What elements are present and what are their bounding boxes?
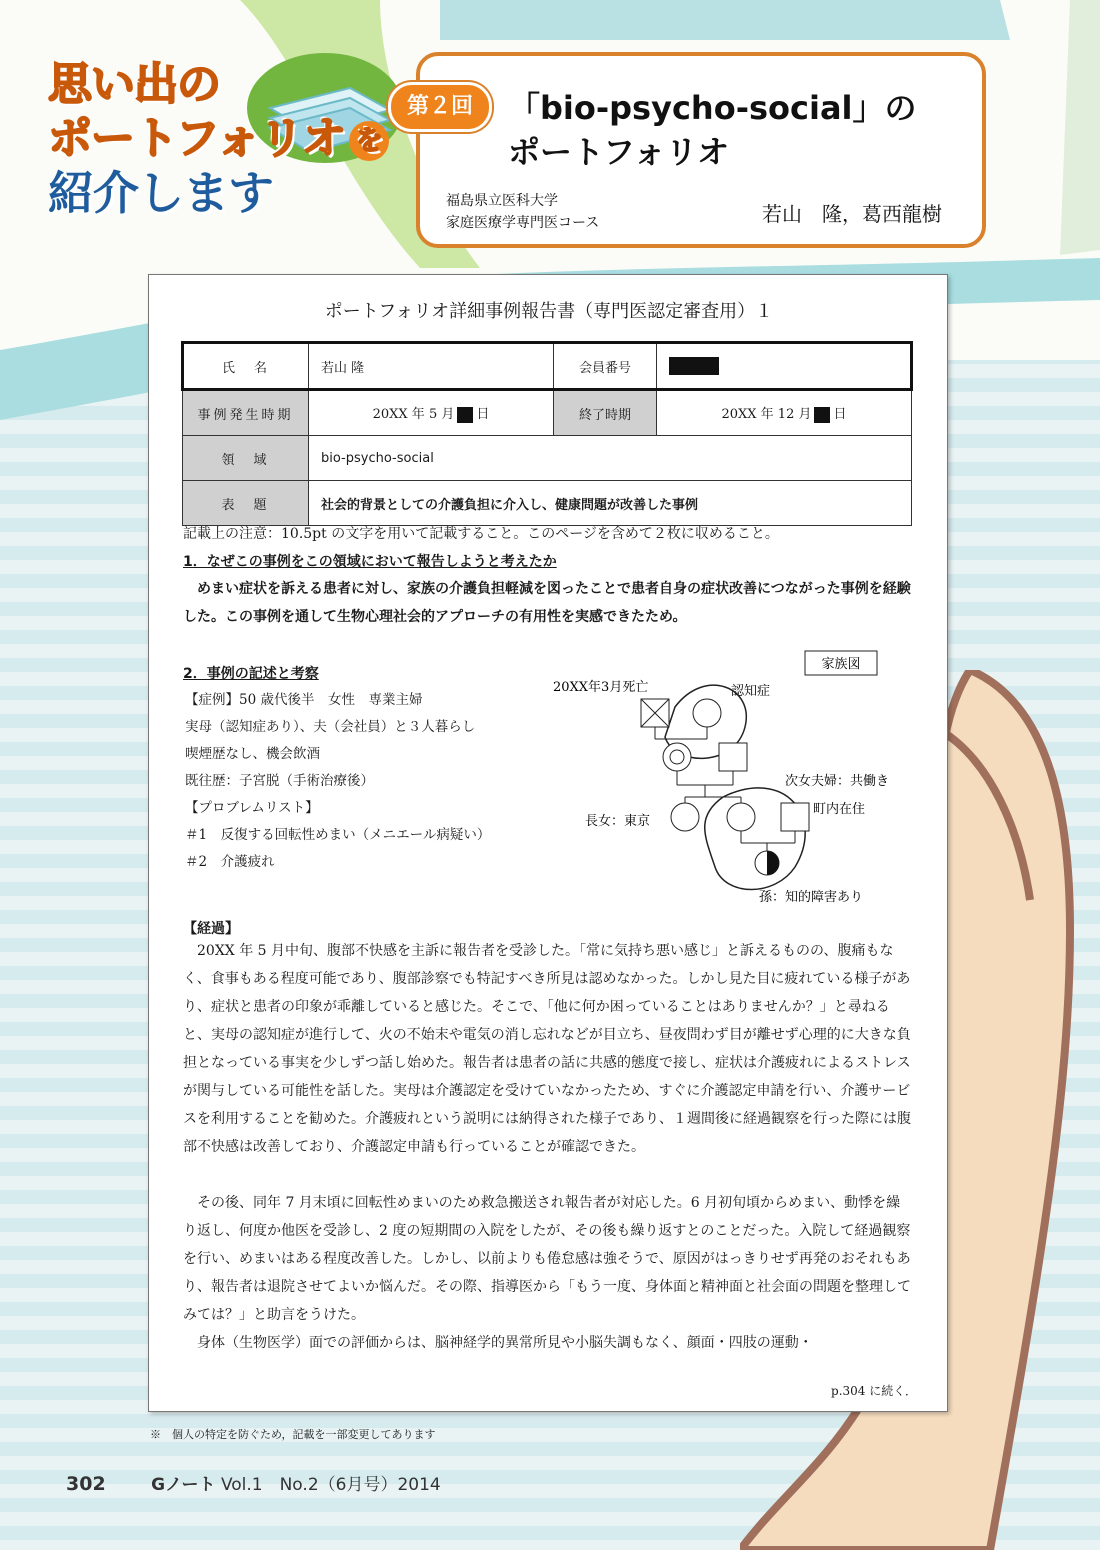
series-title-portfolio: ポートフォリオ: [48, 113, 346, 164]
name-value: 若山 隆: [309, 343, 554, 390]
genogram-death-label: 20XX年3月死亡: [553, 680, 649, 695]
journal-name: Gノート: [151, 1475, 216, 1495]
family-genogram: [545, 647, 925, 907]
domain-label: 領 域: [183, 436, 309, 481]
case-line: ＃1 反復する回転性めまい（メニエール病疑い）: [185, 827, 491, 843]
case-line: 喫煙歴なし、機会飲酒: [185, 746, 320, 762]
member-value: [657, 343, 912, 390]
table-row: [183, 343, 912, 390]
affiliation-line1: 福島県立医科大学: [446, 193, 558, 209]
start-label: 事例発生時期: [183, 390, 309, 436]
report-info-table: [181, 341, 913, 526]
case-line: 【症例】50 歳代後半 女性 専業主婦: [185, 692, 423, 708]
table-row: [183, 436, 912, 481]
redacted-block: [669, 357, 719, 375]
series-title-line1: 思い出の: [48, 59, 220, 110]
genogram-eldest-label: 長女：東京: [585, 814, 651, 829]
article-title-line2: ポートフォリオ: [508, 133, 730, 171]
genogram-grandchild-label: 孫：知的障害あり: [759, 890, 864, 905]
domain-value: bio-psycho-social: [309, 436, 912, 481]
series-title-line2: [48, 112, 428, 166]
genogram-grandchild-half: [767, 851, 779, 875]
article-title-line1: 「bio-psycho-social」の: [508, 89, 917, 127]
genogram-dementia-label: 認知症: [731, 684, 771, 699]
redacted-block: [814, 407, 830, 423]
end-value-date: 20XX 年 12 月: [721, 407, 812, 423]
report-title: ポートフォリオ詳細事例報告書（専門医認定審査用）１: [324, 301, 774, 322]
subject-value: 社会的背景としての介護負担に介入し、健康問題が改善した事例: [309, 481, 912, 526]
case-line: 【プロブレムリスト】: [185, 800, 319, 816]
genogram-second-daughter: [727, 803, 755, 831]
end-value: [657, 390, 912, 436]
genogram-mother: [693, 699, 721, 727]
episode-badge: 第２回: [388, 82, 492, 132]
continue-note: p.304 に続く．: [831, 1384, 917, 1398]
case-summary: [185, 687, 490, 876]
article-title: [508, 86, 917, 174]
section2-heading: 2．事例の記述と考察: [183, 666, 319, 682]
writing-note: 記載上の注意：10.5pt の文字を用いて記載すること。このページを含めて２枚に収めること。: [183, 526, 779, 542]
case-line: ＃2 介護疲れ: [185, 854, 275, 870]
start-value-day: 日: [476, 407, 490, 423]
section1-heading: 1．なぜこの事例をこの領域において報告しようと考えたか: [183, 554, 557, 570]
course-heading: 【経過】: [183, 921, 239, 937]
genogram-patient-inner: [670, 750, 684, 764]
course-paragraph-1: 20XX 年 5 月中旬、腹部不快感を主訴に報告者を受診した。「常に気持ち悪い感じ」と訴えるものの、腹痛もなく、食事もある程度可能であり、腹部診察でも特記すべき所見は認めなかった。しかし見た目に疲れている様子があり、症状と患者の印象が乖離していると感じた。そこで、「他に何か困っていることはありませんか？」と尋ねると、実母の認知症が進行して、火の不始末や電気の消し忘れなどが目立ち、昼夜問わず目が離せず心理的に大きな負担となっている事実を少しずつ話し始めた。報告者は患者の話に共感的態度で接し、症状は介護疲れによるストレスが関与している可能性を話した。実母は介護認定を受けていなかったため、すぐに介護認定申請を行い、介護サービスを利用することを勧めた。介護疲れという説明には納得された様子であり、１週間後に経過観察を行った際には腹部不快感は改善しており、介護認定申請も行っていることが確認できた。: [183, 943, 911, 1155]
series-title: [48, 58, 428, 220]
series-title-line3: 紹介します: [48, 166, 273, 220]
footnote: ※ 個人の特定を防ぐため，記載を一部変更してあります: [150, 1428, 436, 1441]
start-value-date: 20XX 年 5 月: [372, 407, 455, 423]
name-label: 氏 名: [183, 343, 309, 390]
genogram-husband: [719, 743, 747, 771]
genogram-town-label: 町内在住: [813, 802, 866, 817]
series-title-wo: を: [349, 121, 389, 161]
course-paragraph-3: 身体（生物医学）面での評価からは、脳神経学的異常所見や小脳失調もなく、顔面・四肢の運動・: [183, 1335, 813, 1351]
table-row: [183, 390, 912, 436]
genogram-second-daughter-label: 次女夫婦：共働き: [785, 774, 890, 789]
redacted-block: [457, 407, 473, 423]
section1-paragraph: めまい症状を訴える患者に対し、家族の介護負担軽減を図ったことで患者自身の症状改善につながった事例を経験した。この事例を通して生物心理社会的アプローチの有用性を実感できたため。: [183, 581, 911, 625]
journal-issue: Vol.1 No.2（6月号）2014: [220, 1475, 441, 1495]
report-document: [148, 274, 948, 1412]
start-value: [309, 390, 554, 436]
genogram-title: 家族図: [821, 657, 861, 672]
author-affiliation: [446, 190, 599, 234]
page-number: 302: [66, 1473, 106, 1495]
end-label: 終了時期: [554, 390, 657, 436]
subject-label: 表 題: [183, 481, 309, 526]
genogram-eldest-daughter: [671, 803, 699, 831]
author-names: 若山 隆，葛西龍樹: [762, 202, 942, 226]
course-paragraph-2: その後、同年 7 月末頃に回転性めまいのため救急搬送され報告者が対応した。6 月初旬頃からめまい、動悸を繰り返し、何度か他医を受診し、2 度の短期間の入院をしたが、その後も繰り返すとのことだった。入院して経過観察を行い、めまいはある程度改善した。しかし、以前よりも倦怠感は強そうで、原因がはっきりせず再発のおそれもあり、報告者は退院させてよいか悩んだ。その際、指導医から「もう一度、身体面と精神面と社会面の問題を整理してみては？」と助言をうけた。: [183, 1195, 911, 1323]
member-label: 会員番号: [554, 343, 657, 390]
end-value-day: 日: [833, 407, 847, 423]
affiliation-line2: 家庭医療学専門医コース: [446, 215, 600, 231]
table-row: [183, 481, 912, 526]
page-footer: [66, 1470, 441, 1495]
genogram-son-in-law: [781, 803, 809, 831]
case-line: 実母（認知症あり）、夫（会社員）と３人暮らし: [185, 719, 476, 735]
case-line: 既往歴：子宮脱（手術治療後）: [185, 773, 374, 789]
